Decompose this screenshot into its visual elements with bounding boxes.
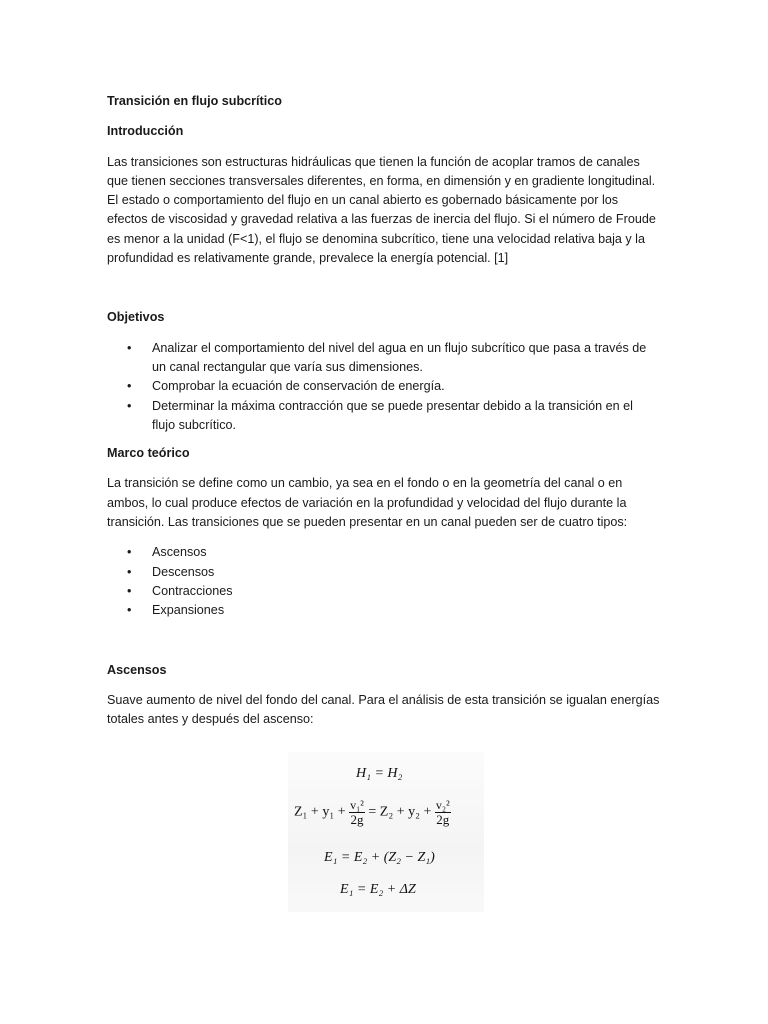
list-item	[107, 339, 667, 378]
fraction-denominator: 2g	[350, 812, 364, 827]
objectives-heading: Objetivos	[107, 310, 165, 325]
bullet-icon: •	[127, 564, 132, 579]
list-item-label: Contracciones	[152, 583, 233, 598]
intro-heading: Introducción	[107, 124, 184, 139]
theory-line: La transición se define como un cambio, ya sea en el fondo o en la geometría del canal o en	[107, 476, 623, 491]
equation-specific-energy-difference: E₁ = E₂ + (Z₂ − Z₁)	[324, 850, 435, 865]
fraction-numerator: v₁²	[350, 798, 364, 812]
objectives-list	[107, 339, 667, 435]
list-item	[107, 397, 667, 436]
bullet-icon: •	[127, 340, 132, 355]
equation-specific-energy-delta: E₁ = E₂ + ΔZ	[340, 882, 416, 897]
list-item	[107, 582, 667, 601]
equation-term: = Z₂ + y₂ +	[368, 804, 432, 820]
fraction-numerator: v₂²	[435, 798, 450, 812]
intro-line: Las transiciones son estructuras hidráulicas que tienen la función de acoplar tramos de canales	[107, 154, 640, 169]
energy-equations-figure	[288, 752, 484, 912]
theory-paragraph	[107, 474, 667, 532]
intro-line: El estado o comportamiento del flujo en un canal abierto es gobernado básicamente por los	[107, 193, 619, 208]
list-item-line: Comprobar la ecuación de conservación de energía.	[152, 379, 445, 394]
fraction-velocity-head-1	[349, 798, 365, 827]
theory-line: transición. Las transiciones que se pueden presentar en un canal pueden ser de cuatro tipos:	[107, 515, 628, 530]
list-item-line: Analizar el comportamiento del nivel del agua en un flujo subcrítico que pasa a través de	[152, 340, 647, 355]
intro-line: es menor a la unidad (F<1), el flujo se denomina subcrítico, tiene una velocidad relativa baja y la	[107, 231, 645, 246]
bullet-icon: •	[127, 398, 132, 413]
document-title: Transición en flujo subcrítico	[107, 94, 282, 108]
list-item	[107, 543, 667, 562]
bullet-icon: •	[127, 583, 132, 598]
intro-paragraph	[107, 153, 667, 269]
equation-bernoulli	[294, 798, 451, 827]
ascents-line: Suave aumento de nivel del fondo del canal. Para el análisis de esta transición se igualan energías	[107, 692, 660, 707]
list-item-line: Determinar la máxima contracción que se puede presentar debido a la transición en el	[152, 398, 633, 413]
equation-term: Z₁ + y₁ +	[294, 804, 346, 820]
list-item-line: flujo subcrítico.	[152, 417, 236, 432]
intro-line: profundidad es relativamente grande, prevalece la energía potencial. [1]	[107, 251, 509, 266]
transition-types-list	[107, 543, 667, 620]
intro-line: que tienen secciones transversales diferentes, en forma, en dimensión y en gradiente longitudinal.	[107, 173, 656, 188]
fraction-denominator: 2g	[436, 812, 450, 827]
list-item-line: un canal rectangular que varía sus dimensiones.	[152, 359, 423, 374]
ascents-heading: Ascensos	[107, 662, 167, 677]
list-item-label: Descensos	[152, 564, 215, 579]
list-item-label: Expansiones	[152, 603, 225, 618]
fraction-velocity-head-2	[435, 798, 451, 827]
equation-total-head: H₁ = H₂	[356, 766, 403, 781]
list-item	[107, 377, 667, 396]
ascents-paragraph	[107, 691, 667, 730]
document-body	[107, 92, 667, 729]
bullet-icon: •	[127, 545, 132, 560]
list-item-label: Ascensos	[152, 545, 207, 560]
ascents-line: totales antes y después del ascenso:	[107, 712, 314, 727]
theory-line: ambos, lo cual produce efectos de variación en la profundidad y velocidad del flujo durante la	[107, 495, 627, 510]
intro-line: efectos de viscosidad y gravedad relativa a las fuerzas de inercia del flujo. Si el número de Froude	[107, 212, 656, 227]
list-item	[107, 563, 667, 582]
list-item	[107, 601, 667, 620]
bullet-icon: •	[127, 603, 132, 618]
bullet-icon: •	[127, 379, 132, 394]
theory-heading: Marco teórico	[107, 446, 190, 461]
